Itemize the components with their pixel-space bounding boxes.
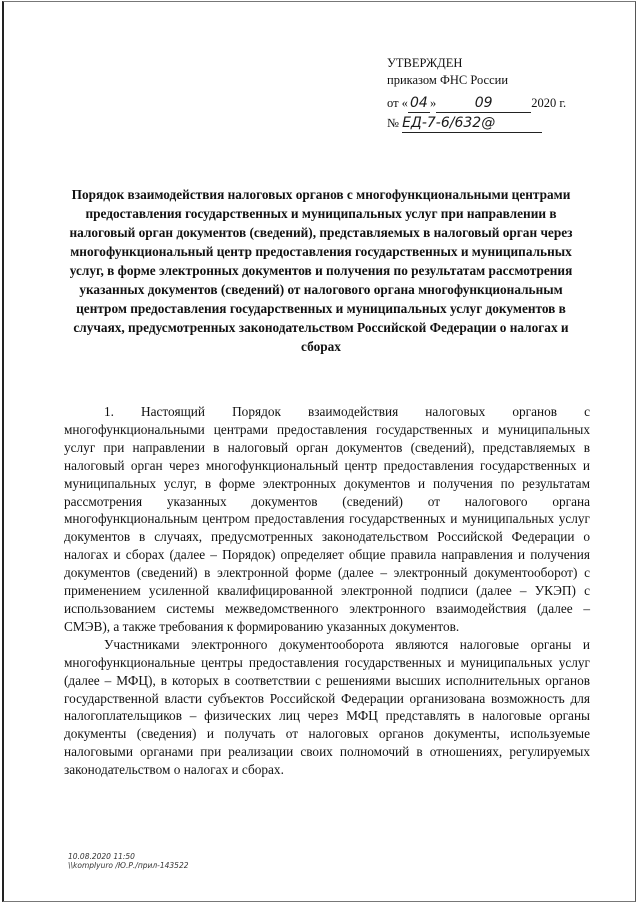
approved-label: УТВЕРЖДЕН (387, 56, 463, 70)
approval-block (387, 55, 566, 133)
file-stamp-path: \\komplyuro /Ю.Р./прил-143522 (68, 861, 189, 870)
document-title: Порядок взаимодействия налоговых органов с многофункциональными центрами предоставления государственных и муниципальных услуг при направлении в налоговый орган документов (сведений), представляемых в налоговый орган через многофункциональный центр предоставления государственных и муниципальных услуг, в форме электронных документов и получения по результатам рассмотрения указанных документов (сведений) от налогового органа многофункциональным центром предоставления государственных и муниципальных услуг документов в случаях, предусмотренных законодательством Российской Федерации о налогах и сборах (69, 187, 573, 354)
number-value: ЕД-7-6/632@ (402, 115, 542, 133)
file-stamp-date: 10.08.2020 11:50 (68, 852, 135, 861)
date-year: 2020 г. (531, 96, 567, 110)
approval-date (387, 95, 566, 113)
date-month: 09 (436, 95, 531, 113)
date-prefix: от « (387, 96, 408, 110)
document-body (64, 403, 590, 779)
paragraph-1: 1. Настоящий Порядок взаимодействия налоговых органов с многофункциональными центрами предоставления государственных и муниципальных услуг при направлении в налоговый орган документов (сведений), представляемых в налоговый орган через многофункциональный центр предоставления государственных и муниципальных услуг, в форме электронных документов и получения по результатам рассмотрения указанных документов (сведений) от налогового органа многофункциональным центром предоставления государственных и муниципальных услуг документов в случаях, предусмотренных законодательством Российской Федерации о налогах и сборах (далее – Порядок) определяет общие правила направления и получения документов (сведений) в электронной форме (далее – электронный документооборот) с применением усиленной квалифицированной электронной подписи (далее – УКЭП) с использованием системы межведомственного электронного взаимодействия (далее – СМЭВ), а также требования к формированию указанных документов. (64, 404, 590, 634)
date-quote-close: » (429, 96, 437, 110)
file-stamp (68, 852, 189, 870)
order-label: приказом ФНС России (387, 73, 509, 87)
approval-number (387, 115, 566, 133)
number-prefix: № (387, 116, 399, 130)
paragraph-2: Участниками электронного документооборота являются налоговые органы и многофункциональные центры предоставления государственных и муниципальных услуг (далее – МФЦ), в которых в соответствии с решениями высших исполнительных органов государственной власти субъектов Российской Федерации организована возможность для налогоплательщиков – физических лиц через МФЦ представлять в налоговые органы документы (сведения) и получать от налоговых органов документы, используемые налоговыми органами при реализации своих полномочий в отношениях, регулируемых законодательством о налогах и сборах. (64, 636, 590, 778)
date-day: 04 (408, 95, 430, 113)
